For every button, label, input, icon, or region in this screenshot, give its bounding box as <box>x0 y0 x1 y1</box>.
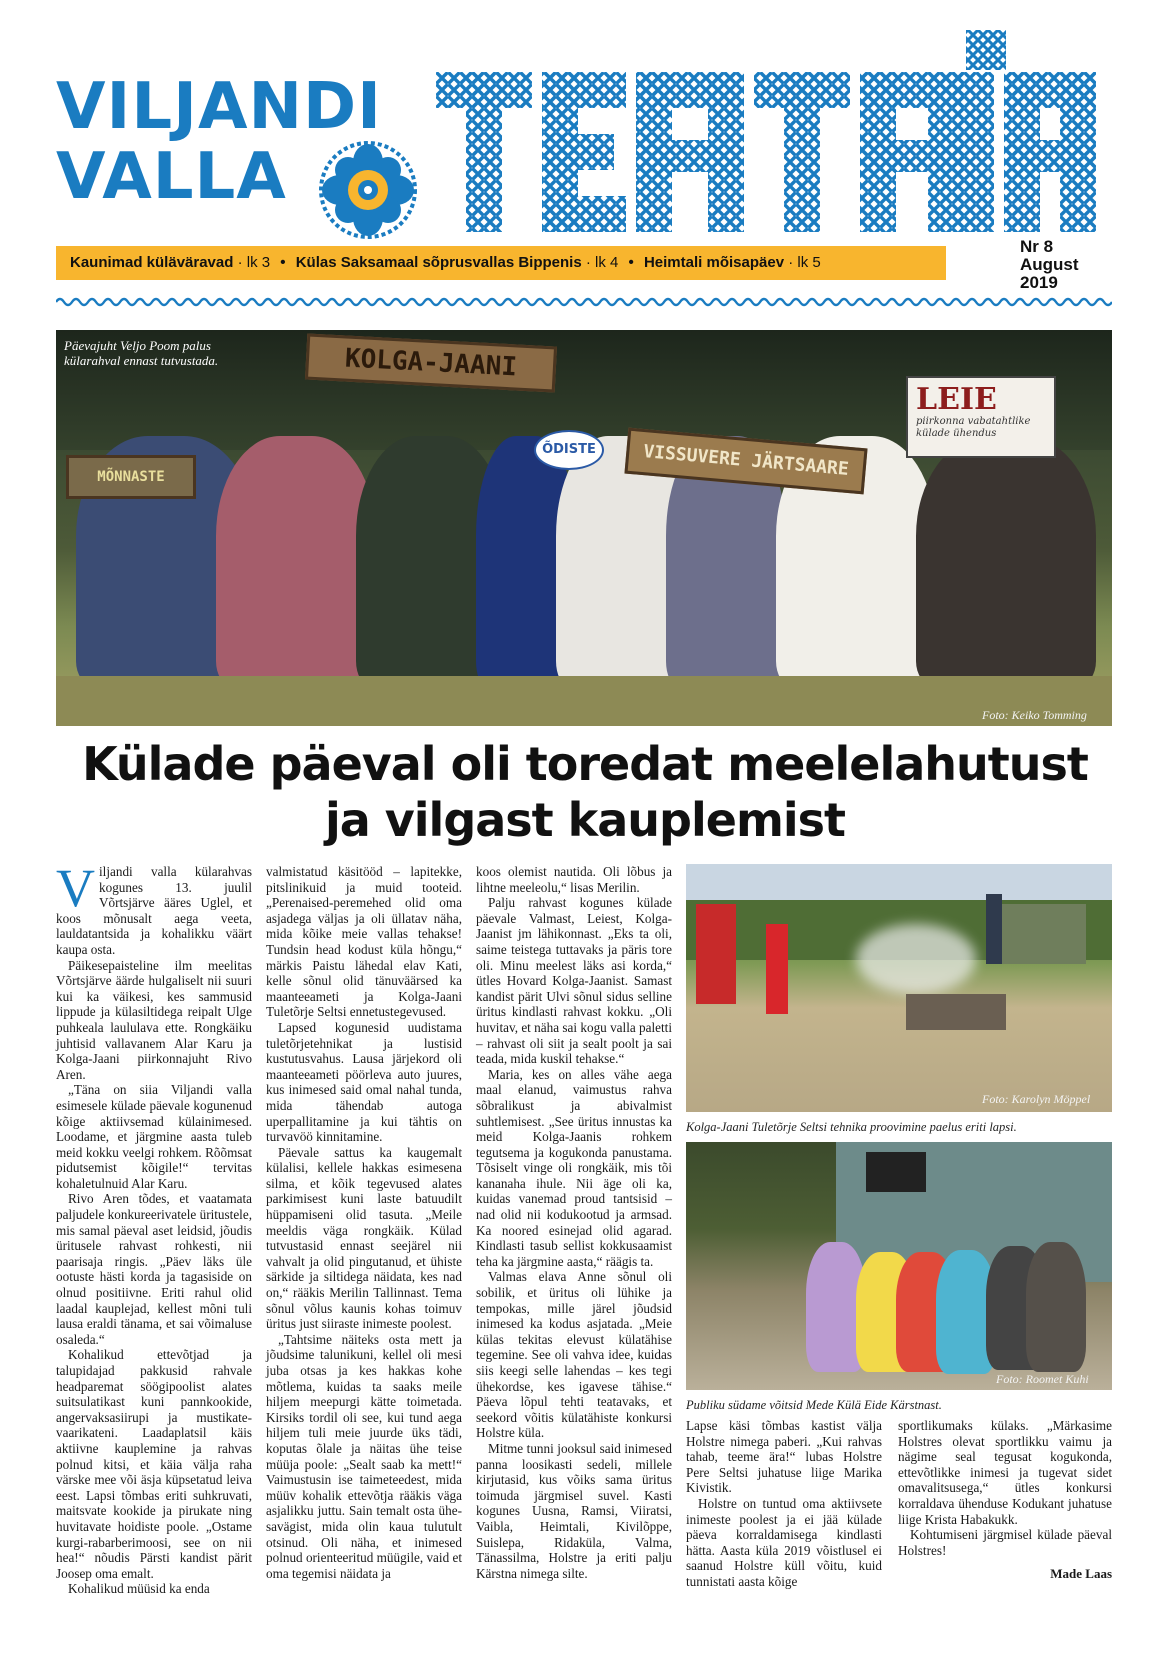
paragraph: Lapsed kogunesid uudistama tuletõrjetehnikat ja lustisid kustutusvahus. Lausa järjekord oli maanteeameti pöörleva auto juures, kus inimesed said omal nahal tunda, mida tähendab autoga uperpallitamine ja kui tähtis on turvavöö kinnitamine. <box>266 1019 462 1145</box>
paragraph: valmistatud käsitööd – lapitekke, pitslinikuid ja muid tooteid. „Perenaised-peremehed olid oma asjadega väljas ja oli üllatav näha, mida kõike meie vallas tehakse! Tundsin head kodust küla hõngu,“ märkis Paistu lähedal elav Kati, kelle sõnul olid tänuväärsed ka maanteeameti ja Kolga-Jaani Tuletõrje Seltsi ennetustegevused. <box>266 864 462 1020</box>
article-column-4 <box>686 1418 882 1590</box>
dropcap: V <box>56 858 95 918</box>
byline: Made Laas <box>1050 1566 1112 1582</box>
teaser-item[interactable]: Heimtali mõisapäev · lk 5 <box>643 254 821 271</box>
headline <box>40 736 1130 848</box>
masthead-line1: VILJANDI <box>56 70 382 144</box>
teaser-separator: • <box>280 254 286 271</box>
article-column-3 <box>476 864 672 1581</box>
article-column-5 <box>898 1418 1112 1582</box>
paragraph: koos olemist nautida. Oli lõbus ja lihtne meeleolu,“ lisas Merilin. <box>476 864 672 895</box>
teataja-dot-icon <box>958 30 1014 70</box>
paragraph: „Täna on siia Viljandi valla esimesele külade päevale kogunenud kõige aktiivsemad külainimesed. Loodame, et järgmine aasta tuleb meid kokku veelgi rohkem. Rõõmsat pidutsemist kõigile!“ tervitas kohaletulnuid Alar Karu. <box>56 1082 252 1191</box>
issue-info <box>1020 238 1079 292</box>
issue-number: Nr 8 <box>1020 237 1054 256</box>
headline-line2: ja vilgast kauplemist <box>324 793 846 847</box>
teataja-wordmark <box>436 72 1096 232</box>
photo3-caption: Publiku südame võitsid Mede Külä Eide Kärstnast. <box>686 1398 942 1412</box>
paragraph: Kohalikud ettevõtjad ja talupidajad pakkusid rahvale headparemat söögipoolist alates suitsulatikast kuni pannkookide, angervaksasiirupi ja mustikate-vaarikateni. Laadaplatsil käis aktiivne kauplemine ja rahvas polnud kitsi, et käia välja raha värske mee või äsja küpsetatud leiva eest. Lapsi tõmbas eriti suhkruvati, maitsvate kookide ja pirukate ning huvitavate hoidiste poole. „Ostame kurgi-rabarberimoosi, see on nii hea!“ nõudis Pärsti kandist pärit Joosep oma emalt. <box>56 1347 252 1581</box>
sign-kolga-jaani: KOLGA-JAANI <box>305 333 557 392</box>
paragraph: „Tahtsime näiteks osta mett ja jõudsime talunikuni, kellel oli mesi juba otsas ja kes hakkas kohe mõtlema, kuidas ta saaks meile hiljem meepurgi kätte toimetada. Kirsiks tordil oli see, kui tund aega hiljem tuli meie juurde üks tädi, koputas õlale ja näitas ühe teise müüja poole: „Sealt saab ka mett!“ Vaimustusin ise taimeteedest, mida müüv kohalik ettevõtja rääkis väga asjalikku juttu. Sain temalt osta ühesavägist, mida olin kaua tulutult otsinud. Oli näha, et inimesed polnud orienteeritud müügile, vaid et oma tegemisi näidata ja <box>266 1331 462 1581</box>
main-photo <box>56 330 1112 726</box>
masthead-line2: VALLA <box>56 140 287 214</box>
photo-dancers <box>686 1142 1112 1390</box>
wave-divider <box>56 296 1112 308</box>
article-column-2 <box>266 864 462 1581</box>
paragraph: Viljandi valla külarahvas kogunes 13. juulil Võrtsjärve ääres Uglel, et koos mõnusalt aega veeta, lauldatantsida ja kohalikku väärt kaupa osta. <box>56 858 252 957</box>
rosette-logo-icon <box>318 140 418 240</box>
paragraph: Rivo Aren tõdes, et vaatamata paljudele konkureerivatele üritustele, mis samal päeval aset leidsid, jõudis üritusele rahvast rohkesti, nii paarisaja ringis. „Päev läks üle ootuste hästi korda ja tagasiside on olnud positiivne. Eriti rahul olid laadal kauplejad, kellest mõni tuli lausa eraldi tänama, et sai võimaluse osaleda.“ <box>56 1191 252 1347</box>
paragraph: Holstre on tuntud oma aktiivsete inimeste poolest ja ei jää külade päeva korraldamisega kindlasti hätta. Aasta küla 2019 võistlusel ei saanud Holstre küll võitu, kuid tunnistati aasta kõige <box>686 1495 882 1589</box>
headline-line1: Külade päeval oli toredat meelelahutust <box>82 737 1088 791</box>
paragraph: Lapse käsi tõmbas kastist välja Holstre nimega paberi. „Kui rahvas tahab, teeme ära!“ lubas Holstre Pere Seltsi juhatuse liige Marika Kivistik. <box>686 1418 882 1496</box>
paragraph: sportlikumaks külaks. „Märkasime Holstres olevat sportlikku vaimu ja nägime seal tegusat kogukonda, ettevõtlikke inimesi ja tugevat sidet omavalitsusega,“ ütles konkursi korraldava ühenduse Kodukant juhatuse liige Krista Habakukk. <box>898 1418 1112 1527</box>
photo3-credit: Foto: Roomet Kuhi <box>996 1372 1089 1386</box>
sign-vissuvere: VISSUVERE JÄRTSAARE <box>624 428 867 495</box>
paragraph: Kohtumiseni järgmisel külade päeval Holstres! <box>898 1527 1112 1558</box>
paragraph: Päevale sattus ka kaugemalt külalisi, kellele hakkas esimesena silma, et kõik tegevused alates parkimisest kuni laste batuudilt hüppamiseni olid tasuta. „Meile meeldis väga rongkäik. Külad tutvustasid ennast seejärel nii vahvalt ja olid pingutanud, et ühiste särkide ja siltidega näidata, kes nad on,“ rääkis Merilin Tallinnast. Tema sõnul võlus kaunis kohas toimuv üritus just siiraste inimeste poolest. <box>266 1144 462 1332</box>
teaser-item[interactable]: Kaunimad küläväravad · lk 3 <box>70 254 271 271</box>
photo2-credit: Foto: Karolyn Möppel <box>982 1092 1091 1106</box>
photo2-caption: Kolga-Jaani Tuletõrje Seltsi tehnika proovimine paelus eriti lapsi. <box>686 1120 1017 1134</box>
main-photo-credit: Foto: Keiko Tomming <box>982 708 1087 722</box>
paragraph: Mitme tunni jooksul said inimesed panna loosikasti sedeli, millele kirjutasid, kus võiks sama üritus toimuda järgmisel suvel. Kasti kogunes Uusna, Ramsi, Viiratsi, Vaibla, Heimtali, Kivilõppe, Suislepa, Ridaküla, Valma, Tänassilma, Holstre ja eriti palju Kärstna nimega silte. <box>476 1440 672 1581</box>
paragraph: Kohalikud müüsid ka enda <box>68 1581 210 1597</box>
article-column-1 <box>56 858 252 1597</box>
issue-year: 2019 <box>1020 273 1058 292</box>
paragraph: Palju rahvast kogunes külade päevale Valmast, Leiest, Kolga-Jaanist jm lähikonnast. „Eks ta oli, saime teistega tuttavaks ja päris tore oli. Minu meelest läks asi korda,“ ütles Hovard Kolga-Jaanist. Samast kandist pärit Ulvi sõnul sidus selline üritus kindlasti rahvast kokku. „Oli huvitav, et näha sai kogu valla paletti – rahvast oli siit ja sealt poolt ja sai teada, mida kuskil tehakse.“ <box>476 895 672 1067</box>
photo-fire-equipment <box>686 864 1112 1112</box>
paragraph: Päikesepaisteline ilm meelitas Võrtsjärve äärde hulgaliselt nii suuri kui ka väikesi, kes sammusid lippude ja külasiltidega reipalt Ulge puhkeala laululava ette. Rongkäiku juhtisid vallavanem Alar Karu ja Kolga-Jaani piirkonnajuht Rivo Aren. <box>56 957 252 1082</box>
paragraph: Maria, kes on alles vähe aega maal elanud, vaimustus rahva sõbralikust ja abivalmist suhtlemisest. „See üritus innustas ka meid Kolga-Jaanis rohkem tegutsema ja kogukonda panustama. Tõsiselt vinge oli rongkäik, mis tõi kananaha ihule. Nii äge oli ka, kuidas vanemad proud tantsisid – nad olid nii kodukootud ja armsad. Ka noored esinejad olid agarad. Kindlasti tasub sellist kokkusaamist teha ka järgmine aasta,“ räägis ta. <box>476 1066 672 1269</box>
teaser-bar <box>56 246 946 280</box>
teaser-item[interactable]: Külas Saksamaal sõprusvallas Bippenis · lk 4 <box>295 254 619 271</box>
teaser-separator: • <box>628 254 634 271</box>
sign-leie: LEIE piirkonna vabatahtlike külade ühendus <box>906 376 1056 458</box>
sign-odiste: ÕDISTE <box>534 430 604 470</box>
paragraph: Valmas elava Anne sõnul oli sobilik, et üritus oli lühike ja tempokas, mille järel jõudsid inimesed ka kodus asjatada. „Meie külas tekitas elevust külatähise tegemine. See oli vahva idee, kuidas siis keegi selle lahendas – kes tegi ühekordse, kes igavese tähise.“ Päeva lõpul tehti teatavaks, et seekord võitis külatähiste konkursi Holstre küla. <box>476 1269 672 1441</box>
issue-month: August <box>1020 255 1079 274</box>
main-photo-caption: Päevajuht Veljo Poom palus külarahval ennast tutvustada. <box>64 338 219 368</box>
sign-mannaste: MÕNNASTE <box>66 455 196 499</box>
